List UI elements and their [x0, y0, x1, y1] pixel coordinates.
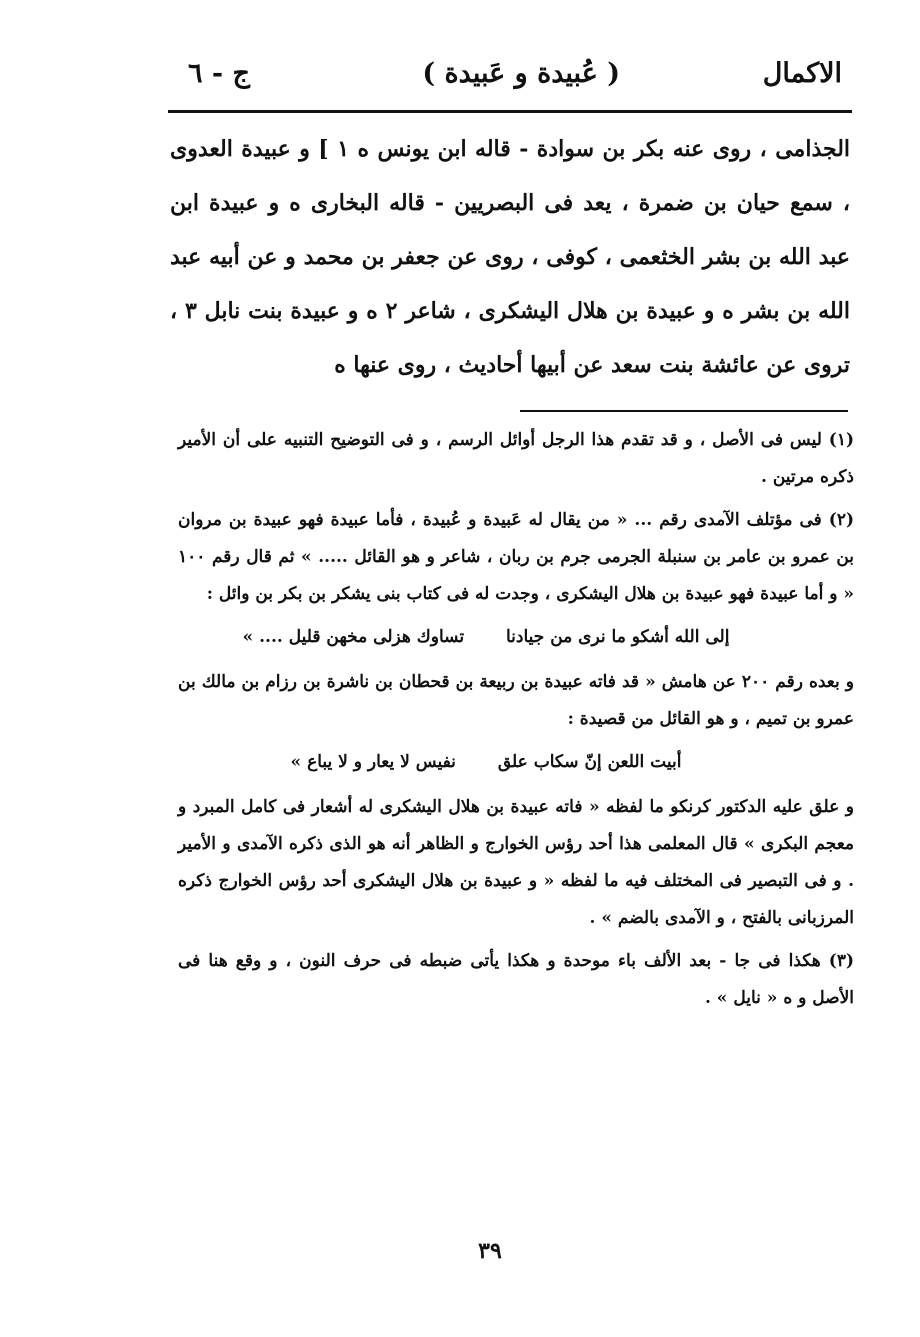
- footnote-2-part-1: (٢) فى مؤتلف الآمدى رقم ... « من يقال له عَبيدة و عُبيدة ، فأما عبيدة فهو عبيدة بن مروان بن عمرو بن عامر بن سنبلة الجرمى جرم بن ربان ، شاعر و هو القائل ..... » ثم قال رقم ١٠٠ « و أما عبيدة فهو عبيدة بن هلال اليشكرى ، وجدت له فى كتاب بنى يشكر بن بكر بن وائل :: [178, 510, 854, 604]
- page-number: ٣٩: [478, 1238, 502, 1264]
- footnotes-block: [178, 422, 854, 1023]
- footnote-1: (١) ليس فى الأصل ، و قد تقدم هذا الرجل أوائل الرسم ، و فى التوضيح التنبيه على أن الأمير ذكره مرتين .: [178, 430, 854, 487]
- running-header: [170, 58, 850, 98]
- verse-2: [178, 744, 854, 781]
- verse-1-first-hemistich: إلى الله أشكو ما نرى من جيادنا: [506, 627, 730, 647]
- volume-indicator: ج - ٦: [188, 58, 250, 89]
- verse-1-second-hemistich: تساوك هزلى مخهن قليل .... »: [242, 627, 465, 647]
- footnote-2-part-3: و علق عليه الدكتور كرنكو ما لفظه « فاته عبيدة بن هلال اليشكرى له أشعار فى كامل المبرد و معجم البكرى » قال المعلمى هذا أحد رؤس الخوارج و الظاهر أنه هو الذى ذكره الآمدى و الأمير . و فى التبصير فى المختلف فيه ما لفظه « و عبيدة بن هلال اليشكرى أحد رؤس الخوارج ذكره المرزبانى بالفتح ، و الآمدى بالضم » .: [178, 797, 854, 928]
- main-paragraph: الجذامى ، روى عنه بكر بن سوادة - قاله ابن يونس ه ١ ] و عبيدة العدوى ، سمع حيان بن ضمرة ، يعد فى البصريين - قاله البخارى ه و عبيدة ابن عبد الله بن بشر الخثعمى ، كوفى ، روى عن جعفر بن محمد و عن أبيه عبد الله بن بشر ه و عبيدة بن هلال اليشكرى ، شاعر ٢ ه و عبيدة بنت نابل ٣ ، تروى عن عائشة بنت سعد عن أبيها أحاديث ، روى عنها ه: [170, 136, 851, 378]
- verse-2-first-hemistich: أبيت اللعن إنّ سكاب علق: [497, 752, 682, 772]
- footnote-2-part-2: و بعده رقم ٢٠٠ عن هامش « قد فاته عبيدة بن ربيعة بن قحطان بن ناشرة بن رزام بن مالك بن عمرو بن تميم ، و هو القائل من قصيدة :: [178, 672, 854, 729]
- section-title: ( عُبيدة و عَبيدة ): [422, 58, 620, 89]
- verse-1: [178, 619, 854, 656]
- main-text-block: [170, 122, 850, 392]
- footnote-3: (٣) هكذا فى جا - بعد الألف باء موحدة و هكذا يأتى ضبطه فى حرف النون ، و وقع هنا فى الأصل و ه « نايل » .: [178, 951, 854, 1008]
- book-title: الاكمال: [762, 58, 842, 89]
- footnote-divider: [520, 410, 848, 412]
- verse-2-second-hemistich: نفيس لا يعار و لا يباع »: [290, 752, 456, 772]
- header-divider: [168, 110, 852, 113]
